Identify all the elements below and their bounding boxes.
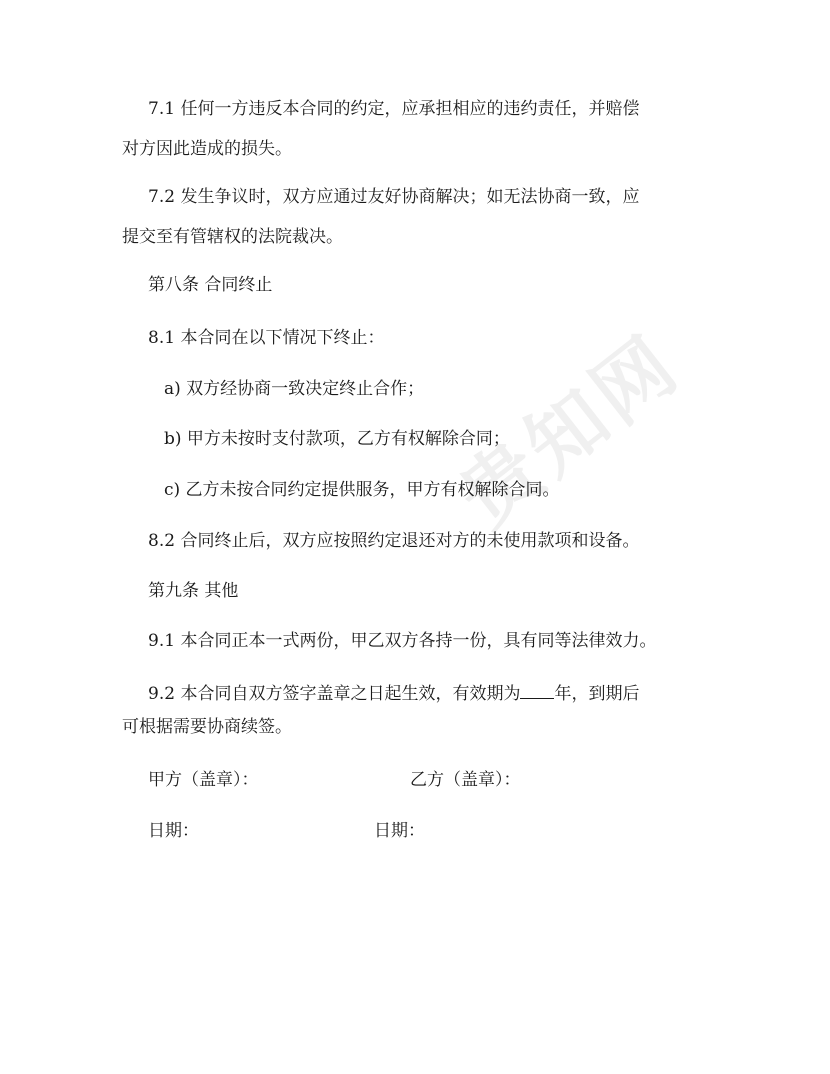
clause-8-2: 8.2 合同终止后，双方应按照约定退还对方的未使用款项和设备。 [148,531,640,551]
term-years-blank [520,682,554,699]
clause-8-1-item-c: c) 乙方未按合同约定提供服务，甲方有权解除合同。 [164,480,560,500]
party-b-seal-label: 乙方（盖章）： [410,770,521,790]
clause-7-2-line-1: 7.2 发生争议时，双方应通过友好协商解决；如无法协商一致，应 [148,187,640,207]
clause-8-1-item-a: a) 双方经协商一致决定终止合作； [164,379,425,399]
clause-8-1-item-b: b) 甲方未按时支付款项，乙方有权解除合同； [164,429,510,449]
clause-9-2-after-blank: 年，到期后 [554,684,640,704]
party-a-seal-label: 甲方（盖章）： [148,770,259,790]
article-8-heading: 第八条 合同终止 [148,275,273,295]
clause-7-2-line-2: 提交至有管辖权的法院裁决。 [122,227,343,247]
clause-7-1-line-1: 7.1 任何一方违反本合同的约定，应承担相应的违约责任，并赔偿 [148,99,640,119]
clause-9-1: 9.1 本合同正本一式两份，甲乙双方各持一份，具有同等法律效力。 [148,631,657,651]
article-9-heading: 第九条 其他 [148,581,239,601]
watermark: 贵知网 [443,318,698,545]
clause-9-2-line-1 [148,682,639,705]
clause-8-1: 8.1 本合同在以下情况下终止： [148,328,385,348]
clause-9-2-line-2: 可根据需要协商续签。 [122,717,292,737]
party-b-date-label: 日期： [374,821,425,841]
clause-9-2-before-blank: 9.2 本合同自双方签字盖章之日起生效，有效期为 [148,684,521,704]
party-a-date-label: 日期： [148,821,199,841]
clause-7-1-line-2: 对方因此造成的损失。 [122,139,292,159]
